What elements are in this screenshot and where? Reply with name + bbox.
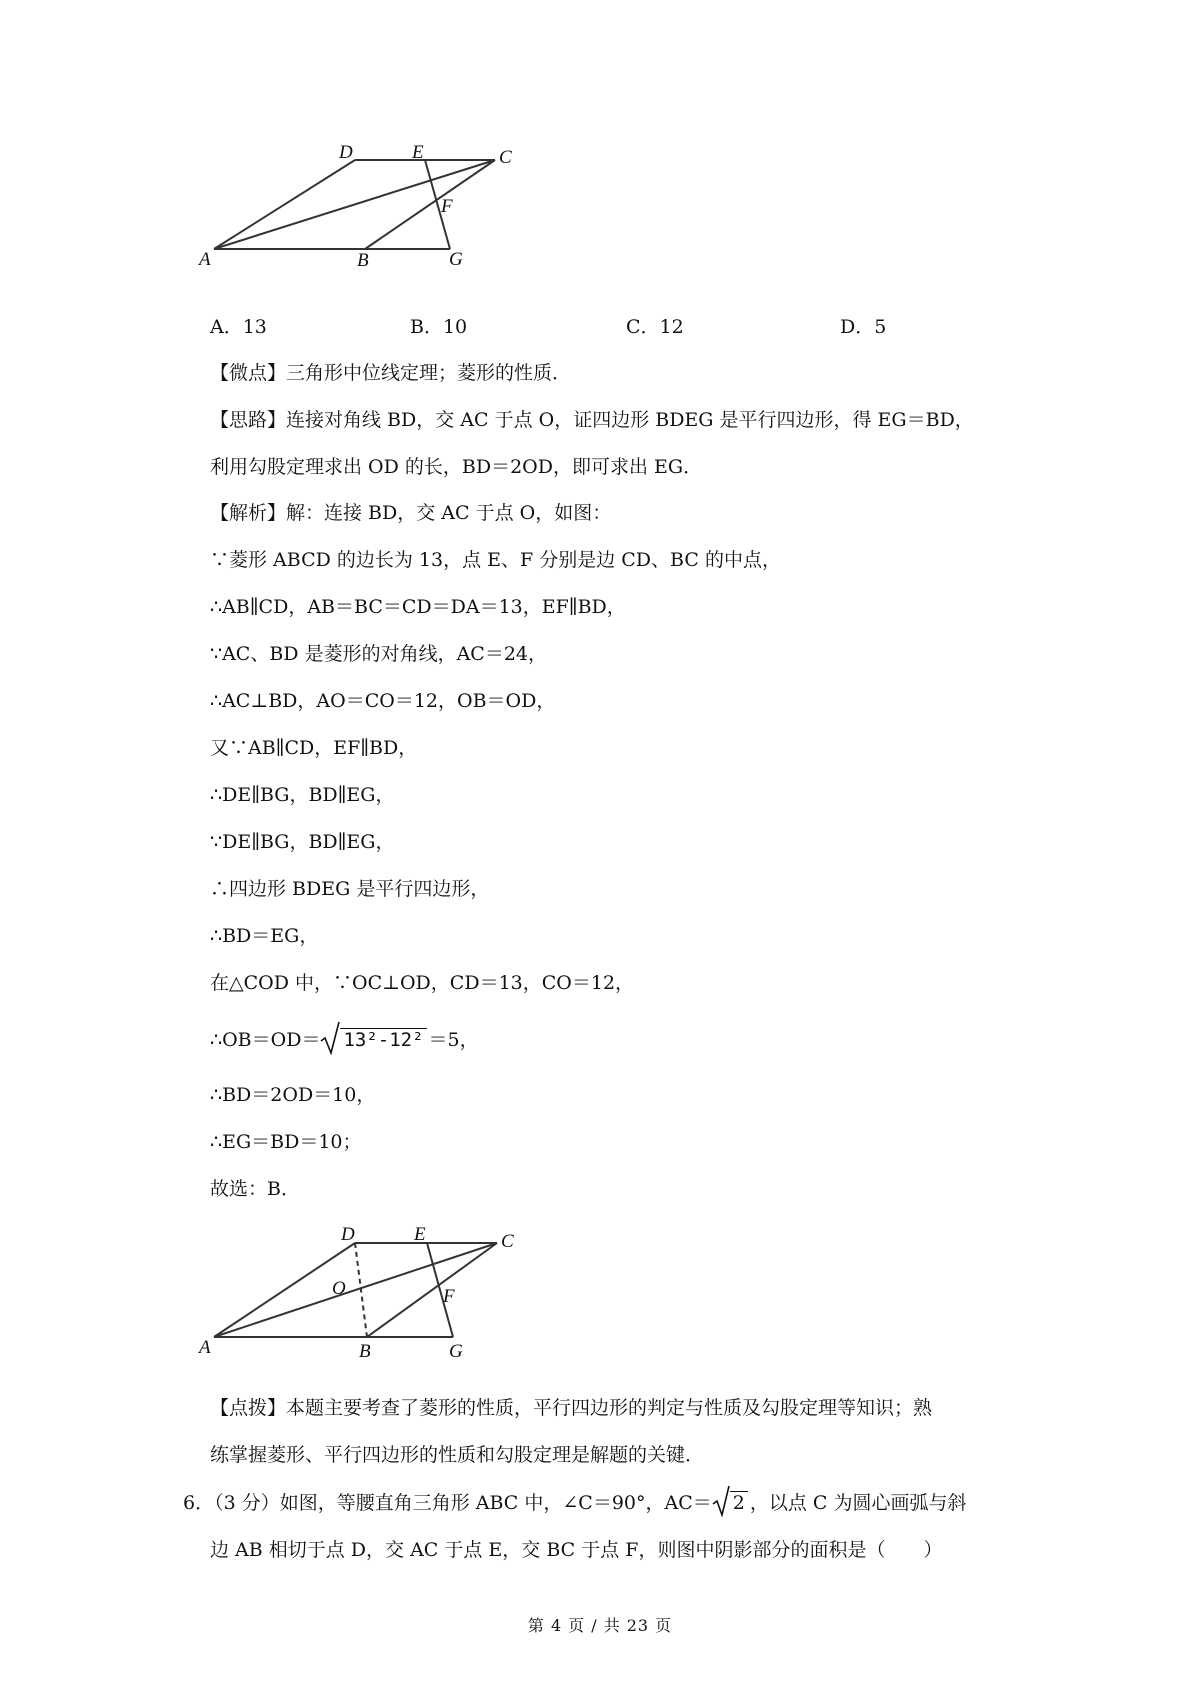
step-14: 故选：B． [210,1178,300,1200]
label-G: G [449,249,463,270]
dianbo-line-1: 【点拨】本题主要考查了菱形的性质，平行四边形的判定与性质及勾股定理等知识；熟 [210,1397,933,1419]
step-11 [210,1025,479,1055]
segment-BC [365,160,495,249]
step-2: ∴AB∥CD，AB＝BC＝CD＝DA＝13，EF∥BD， [210,596,626,618]
label-C: C [501,1231,514,1252]
footer-prefix: 第 [527,1616,545,1635]
footer-suffix: 页 [655,1616,673,1635]
step-13: ∴EG＝BD＝10； [210,1131,362,1153]
step-7: ∵DE∥BG，BD∥EG， [210,831,395,853]
step-4: ∴AC⊥BD，AO＝CO＝12，OB＝OD， [210,690,556,712]
footer-page-number: 4 [550,1616,563,1635]
dianbo-line-2: 练掌握菱形、平行四边形的性质和勾股定理是解题的关键． [210,1444,705,1466]
question-6-line-2: 边 AB 相切于点 D，交 AC 于点 E，交 BC 于点 F，则图中阴影部分的面积是（ ） [210,1539,943,1561]
segment-AC [214,160,495,249]
sqrt-two [712,1488,748,1518]
footer-total-pages: 23 [626,1616,650,1635]
step-5: 又∵AB∥CD，EF∥BD， [210,737,418,759]
radical-sign-q6 [712,1485,730,1517]
silu-line-2: 利用勾股定理求出 OD 的长，BD＝2OD，即可求出 EG． [210,456,703,478]
jiexi-line: 【解析】解：连接 BD，交 AC 于点 O，如图： [210,502,612,524]
question-6-line-1 [183,1488,966,1518]
label-A: A [199,249,211,270]
option-c: C．12 [626,316,684,338]
label-O: O [332,1278,346,1299]
step-11-suffix: ＝5， [428,1029,479,1051]
rhombus-diagram-bottom [195,1224,535,1374]
figure-bottom [195,1224,535,1374]
page-footer [0,1613,1200,1636]
sqrt-radicand: 13²-12² [340,1028,426,1051]
footer-middle: 页 / 共 [568,1616,621,1635]
label-C: C [499,147,512,168]
label-D: D [339,145,353,163]
figure-top [195,145,535,285]
step-6: ∴DE∥BG，BD∥EG， [210,784,395,806]
question-6-suffix: ，以点 C 为圆心画弧与斜 [749,1492,967,1514]
question-6-prefix: 6．（3 分）如图，等腰直角三角形 ABC 中，∠C＝90°，AC＝ [183,1492,712,1514]
weidian-line: 【微点】三角形中位线定理；菱形的性质． [210,362,572,384]
label-E: E [414,1224,426,1245]
rhombus-diagram-top [195,145,535,285]
option-a: A．13 [210,316,267,338]
label-B: B [359,1341,371,1362]
label-F: F [441,196,453,217]
option-d: D．5 [840,316,887,338]
answer-options [210,312,970,342]
segment-AD [214,160,355,249]
label-A: A [199,1337,211,1358]
step-10: 在△COD 中，∵OC⊥OD，CD＝13，CO＝12， [210,972,635,994]
step-11-prefix: ∴OB＝OD＝ [210,1029,321,1051]
label-E: E [412,145,424,163]
step-3: ∵AC、BD 是菱形的对角线，AC＝24， [210,643,548,665]
step-12: ∴BD＝2OD＝10， [210,1084,376,1106]
option-b: B．10 [410,316,468,338]
step-1: ∵菱形 ABCD 的边长为 13，点 E、F 分别是边 CD、BC 的中点， [210,549,781,571]
label-D: D [341,1224,355,1245]
silu-line-1: 【思路】连接对角线 BD，交 AC 于点 O，证四边形 BDEG 是平行四边形，得 EG＝BD， [210,409,974,431]
sqrt-two-radicand: 2 [730,1491,748,1514]
label-F: F [443,1286,455,1307]
radical-sign [320,1021,340,1055]
sqrt-expression [320,1025,426,1055]
step-9: ∴BD＝EG， [210,925,319,947]
label-B: B [357,250,369,271]
segment-BC [367,1243,497,1337]
label-G: G [449,1341,463,1362]
step-8: ∴四边形 BDEG 是平行四边形， [210,878,490,900]
